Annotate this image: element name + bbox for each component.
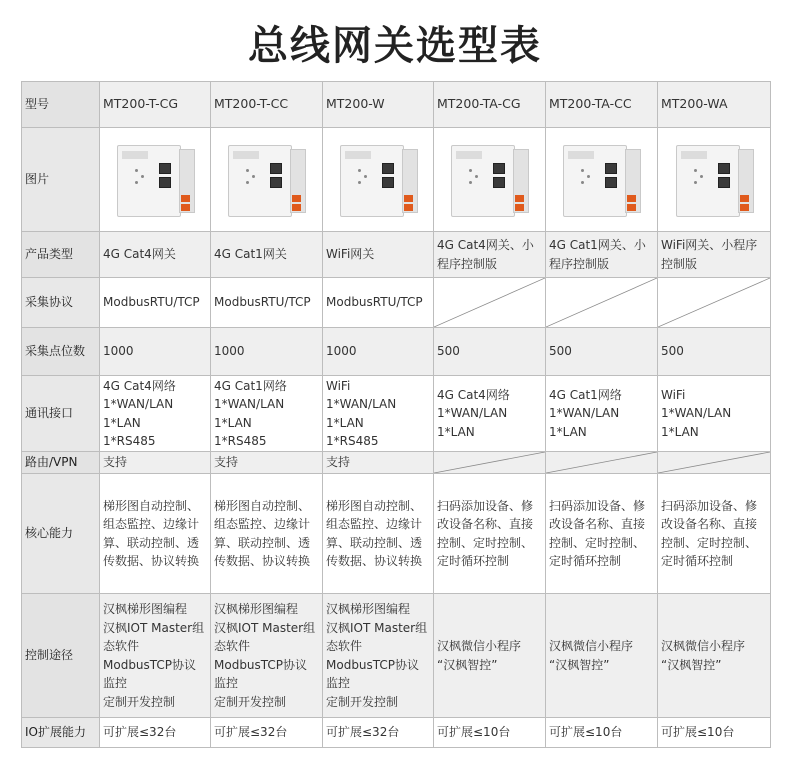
gateway-device-icon: [445, 139, 537, 221]
points-cell: 1000: [100, 328, 211, 376]
image-cell: [100, 128, 211, 232]
image-cell: [323, 128, 434, 232]
product-type-cell: WiFi网关、小程序 控制版: [658, 232, 771, 278]
interface-cell: WiFi 1*WAN/LAN 1*LAN: [658, 376, 771, 452]
io-cell: 可扩展≤10台: [434, 718, 546, 748]
empty-cell: [658, 452, 771, 474]
row-label: 图片: [22, 128, 100, 232]
product-type-cell: WiFi网关: [323, 232, 434, 278]
row-core: [22, 474, 771, 594]
row-image: [22, 128, 771, 232]
row-model: [22, 82, 771, 128]
gateway-device-icon: [111, 139, 203, 221]
core-cell: 梯形图自动控制、 组态監控、边缘计 算、联动控制、透 传数据、协议转换: [323, 474, 434, 594]
image-cell: [434, 128, 546, 232]
protocol-cell: ModbusRTU/TCP: [211, 278, 323, 328]
row-points: [22, 328, 771, 376]
interface-cell: 4G Cat4网络 1*WAN/LAN 1*LAN: [434, 376, 546, 452]
image-cell: [658, 128, 771, 232]
gateway-device-icon: [557, 139, 649, 221]
interface-cell: 4G Cat1网络 1*WAN/LAN 1*LAN: [546, 376, 658, 452]
vpn-cell: 支持: [323, 452, 434, 474]
row-product-type: [22, 232, 771, 278]
control-cell: 汉枫微信小程序 “汉枫智控”: [434, 594, 546, 718]
vpn-cell: 支持: [100, 452, 211, 474]
empty-cell: [546, 452, 658, 474]
core-cell: 梯形图自动控制、 组态監控、边缘计 算、联动控制、透 传数据、协议转换: [100, 474, 211, 594]
row-control: [22, 594, 771, 718]
points-cell: 500: [658, 328, 771, 376]
gateway-device-icon: [670, 139, 762, 221]
product-type-cell: 4G Cat1网关: [211, 232, 323, 278]
image-cell: [546, 128, 658, 232]
core-cell: 扫码添加设备、修 改设备名称、直接 控制、定时控制、 定时循环控制: [434, 474, 546, 594]
io-cell: 可扩展≤10台: [546, 718, 658, 748]
product-type-cell: 4G Cat4网关、小 程序控制版: [434, 232, 546, 278]
row-io: [22, 718, 771, 748]
product-type-cell: 4G Cat4网关: [100, 232, 211, 278]
image-cell: [211, 128, 323, 232]
row-label: 型号: [22, 82, 100, 128]
points-cell: 1000: [211, 328, 323, 376]
io-cell: 可扩展≤10台: [658, 718, 771, 748]
row-label: 采集点位数: [22, 328, 100, 376]
core-cell: 扫码添加设备、修 改设备名称、直接 控制、定时控制、 定时循环控制: [658, 474, 771, 594]
vpn-cell: 支持: [211, 452, 323, 474]
control-cell: 汉枫梯形图编程 汉枫IOT Master组 态软件 ModbusTCP协议 监控 定制开发控制: [100, 594, 211, 718]
selection-table: [21, 81, 771, 748]
model-cell: MT200-W: [323, 82, 434, 128]
control-cell: 汉枫微信小程序 “汉枫智控”: [546, 594, 658, 718]
core-cell: 梯形图自动控制、 组态監控、边缘计 算、联动控制、透 传数据、协议转换: [211, 474, 323, 594]
control-cell: 汉枫梯形图编程 汉枫IOT Master组 态软件 ModbusTCP协议 监控 定制开发控制: [211, 594, 323, 718]
model-cell: MT200-TA-CG: [434, 82, 546, 128]
row-vpn: [22, 452, 771, 474]
row-label: 产品类型: [22, 232, 100, 278]
gateway-device-icon: [334, 139, 426, 221]
row-label: 控制途径: [22, 594, 100, 718]
io-cell: 可扩展≤32台: [211, 718, 323, 748]
control-cell: 汉枫梯形图编程 汉枫IOT Master组 态软件 ModbusTCP协议 监控 定制开发控制: [323, 594, 434, 718]
row-protocol: [22, 278, 771, 328]
model-cell: MT200-WA: [658, 82, 771, 128]
points-cell: 500: [434, 328, 546, 376]
model-cell: MT200-T-CG: [100, 82, 211, 128]
interface-cell: 4G Cat4网络 1*WAN/LAN 1*LAN 1*RS485: [100, 376, 211, 452]
row-label: IO扩展能力: [22, 718, 100, 748]
page-title: 总线网关选型表: [248, 23, 542, 69]
protocol-cell: ModbusRTU/TCP: [323, 278, 434, 328]
interface-cell: 4G Cat1网络 1*WAN/LAN 1*LAN 1*RS485: [211, 376, 323, 452]
empty-cell: [434, 452, 546, 474]
model-cell: MT200-T-CC: [211, 82, 323, 128]
empty-cell: [658, 278, 771, 328]
row-label: 通讯接口: [22, 376, 100, 452]
points-cell: 1000: [323, 328, 434, 376]
io-cell: 可扩展≤32台: [323, 718, 434, 748]
row-interface: [22, 376, 771, 452]
core-cell: 扫码添加设备、修 改设备名称、直接 控制、定时控制、 定时循环控制: [546, 474, 658, 594]
empty-cell: [546, 278, 658, 328]
row-label: 路由/VPN: [22, 452, 100, 474]
product-type-cell: 4G Cat1网关、小 程序控制版: [546, 232, 658, 278]
gateway-device-icon: [222, 139, 314, 221]
row-label: 采集协议: [22, 278, 100, 328]
control-cell: 汉枫微信小程序 “汉枫智控”: [658, 594, 771, 718]
io-cell: 可扩展≤32台: [100, 718, 211, 748]
row-label: 核心能力: [22, 474, 100, 594]
points-cell: 500: [546, 328, 658, 376]
interface-cell: WiFi 1*WAN/LAN 1*LAN 1*RS485: [323, 376, 434, 452]
protocol-cell: ModbusRTU/TCP: [100, 278, 211, 328]
empty-cell: [434, 278, 546, 328]
model-cell: MT200-TA-CC: [546, 82, 658, 128]
